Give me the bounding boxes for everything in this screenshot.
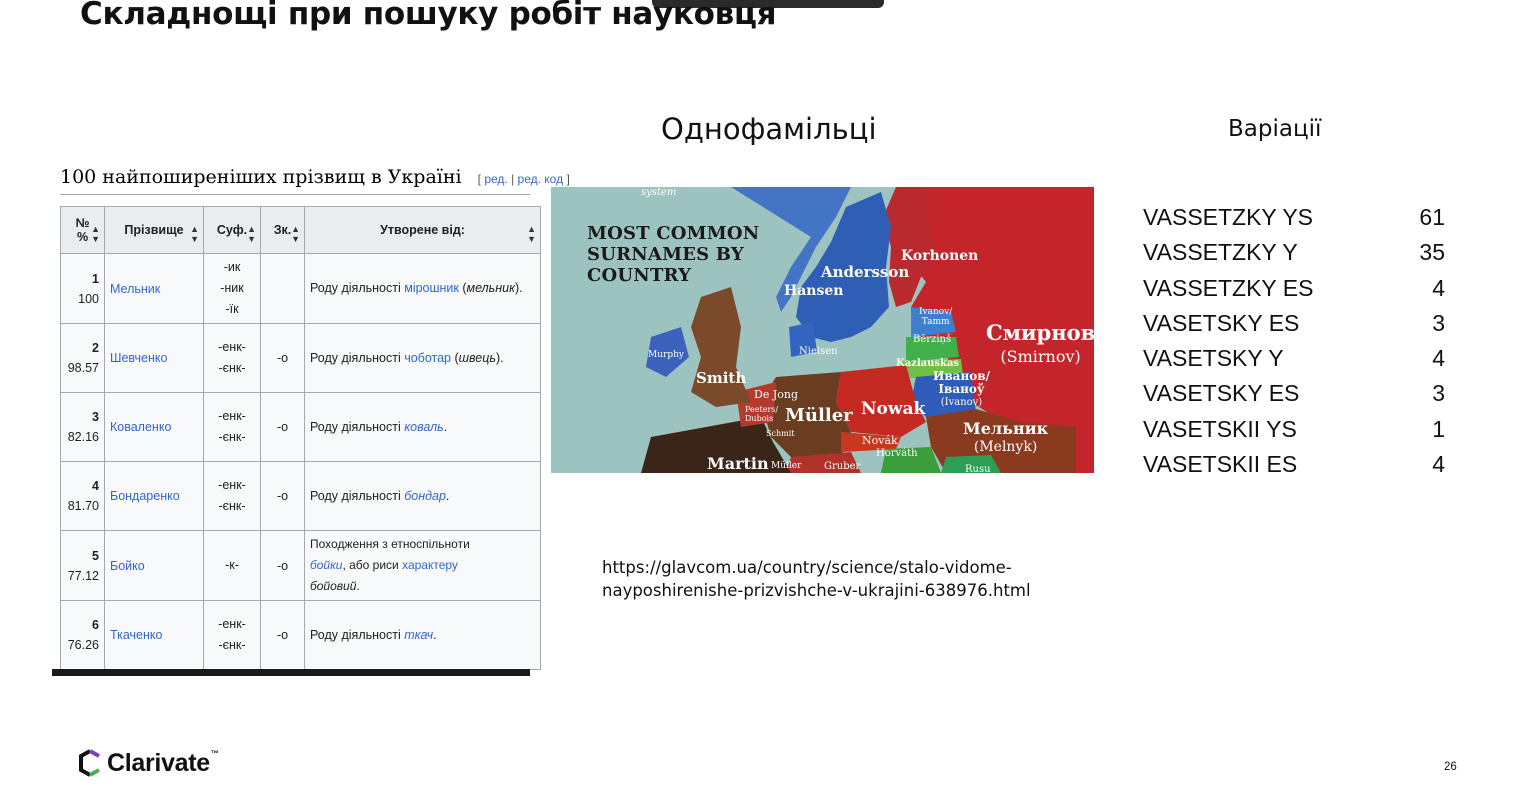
map-title-line: MOST COMMON [587, 223, 760, 244]
rank-cell [61, 324, 105, 393]
origin-text: , або риси [342, 558, 403, 572]
surname-link[interactable]: Бондаренко [110, 489, 180, 503]
origin-link[interactable]: ткач [404, 627, 434, 642]
origin-text: ). [515, 281, 523, 295]
map-label-line: Іваноў [938, 382, 985, 396]
map-label-line: Dubois [745, 414, 774, 423]
variation-name: VASETSKY Y [1143, 345, 1284, 372]
logo-trademark: ™ [210, 748, 219, 758]
map-label-top: system [641, 187, 677, 198]
suffix-value: -енк- [218, 478, 246, 492]
variation-name: VASETSKII ES [1143, 451, 1298, 478]
rank-percent: 100 [78, 291, 99, 306]
map-label-rusu: Rusu [965, 464, 991, 475]
rank-cell [61, 393, 105, 462]
rank-number: 6 [92, 618, 99, 632]
column-header-origin[interactable] [305, 207, 541, 254]
variation-count: 4 [1432, 451, 1445, 478]
origin-link[interactable]: коваль [404, 419, 444, 434]
origin-text: . [443, 419, 448, 434]
column-header-rank[interactable] [61, 207, 105, 254]
variation-count: 61 [1419, 204, 1445, 230]
map-label-nowak: Nowak [861, 399, 926, 419]
column-header-surname[interactable] [105, 207, 204, 254]
origin-link[interactable]: характеру [402, 558, 458, 572]
origin-cell [305, 254, 541, 324]
origin-italic: мельник [466, 281, 515, 295]
map-label-schmit: Schmit [766, 429, 795, 438]
variation-name: VASSETZKY YS [1143, 204, 1314, 230]
wiki-edit-link[interactable]: ред. [484, 172, 508, 186]
table-row [61, 324, 541, 393]
suffix-value: -енк- [218, 340, 246, 354]
wiki-surnames-section [52, 166, 570, 676]
variation-name: VASETSKII YS [1143, 415, 1297, 442]
list-item [1143, 239, 1453, 274]
surname-link[interactable]: Ткаченко [110, 628, 163, 642]
wiki-edit-code-link[interactable]: ред. код [517, 172, 564, 186]
surname-cell [105, 462, 204, 531]
rank-percent: 82.16 [67, 430, 99, 444]
origin-link[interactable]: мірошник [404, 281, 459, 295]
variation-name: VASSETZKY Y [1143, 239, 1298, 266]
rank-number: 2 [92, 341, 99, 355]
rank-number: 4 [92, 479, 99, 493]
surname-link[interactable]: Бойко [110, 558, 145, 573]
table-row [61, 393, 541, 462]
suffix-cell [204, 462, 261, 531]
map-label-murphy: Murphy [648, 350, 684, 360]
map-label-nielsen: Nielsen [799, 346, 838, 357]
wiki-edit-links: [ ред. | ред. код ] [477, 172, 570, 186]
logo-word: Clarivate [107, 748, 210, 777]
variation-count: 3 [1432, 380, 1445, 407]
variation-count: 4 [1432, 274, 1445, 301]
map-label-line: (Smirnov) [1000, 347, 1081, 366]
origin-text: . [433, 627, 437, 642]
ending-cell: -о [261, 324, 305, 393]
surnames-table [60, 206, 541, 670]
column-header-label: Суф. [216, 223, 248, 237]
column-header-label: Прізвище [124, 223, 184, 237]
surname-link[interactable]: Коваленко [110, 420, 172, 434]
origin-text: Роду діяльності [310, 419, 405, 434]
origin-text: Роду діяльності [310, 627, 405, 642]
map-label-horvath: Horváth [876, 448, 918, 459]
map-label-peeters [745, 405, 778, 423]
variations-heading: Варіації [1228, 116, 1322, 142]
variation-count: 4 [1432, 345, 1445, 372]
list-item [1143, 310, 1453, 345]
origin-cell [305, 531, 541, 601]
map-label-smirnov [986, 321, 1095, 369]
map-label-gruber: Gruber [824, 461, 861, 472]
origin-text: Роду діяльності [310, 488, 405, 503]
map-label-smith: Smith [696, 369, 747, 387]
ending-cell: -о [261, 393, 305, 462]
map-label-line: Мельник [963, 419, 1049, 438]
map-label-muller2: Müller [771, 461, 802, 471]
clarivate-logo-text [107, 749, 219, 778]
list-item [1143, 345, 1453, 380]
list-item [1143, 416, 1453, 451]
list-item [1143, 380, 1453, 415]
map-title-line: COUNTRY [587, 265, 692, 286]
sort-icon: ▲ ▼ [291, 224, 300, 244]
ending-cell: -о [261, 462, 305, 531]
rank-cell [61, 254, 105, 324]
map-label-line: Иванов/ [933, 369, 990, 383]
origin-text: Роду діяльності [310, 281, 405, 295]
map-label-dejong: De Jong [754, 388, 798, 401]
map-label-line: Ivanov/ [919, 307, 953, 317]
slide-title: Складнощі при пошуку робіт науковця [80, 0, 777, 32]
map-label-kazlauskas: Kazlauskas [896, 358, 960, 369]
variation-count: 1 [1432, 415, 1445, 442]
origin-text: ( [458, 281, 467, 295]
origin-text: . [445, 488, 450, 503]
column-header-label: Утворене від: [380, 223, 465, 237]
variation-name: VASETSKY ES [1143, 309, 1300, 336]
origin-text: Роду діяльності [310, 350, 405, 365]
map-label-line: (Melnyk) [973, 439, 1038, 455]
suffix-value: -енк- [218, 617, 246, 631]
rank-number: 3 [92, 410, 99, 424]
suffix-value: -к- [225, 558, 239, 572]
variation-name: VASSETZKY ES [1143, 274, 1314, 301]
clarivate-logo-icon [78, 750, 102, 776]
rank-percent: 81.70 [67, 499, 99, 513]
map-label-novak: Novák [862, 434, 898, 447]
source-url-line: nayposhirenishe-prizvishche-v-ukrajini-638976.html [602, 581, 1031, 600]
origin-link[interactable]: бойки [310, 558, 343, 572]
table-row [61, 254, 541, 324]
suffix-value: -єнк- [218, 361, 246, 375]
namesakes-heading: Однофамільці [661, 112, 877, 146]
origin-text: ). [495, 350, 504, 365]
origin-cell [305, 393, 541, 462]
suffix-value: -єнк- [218, 430, 246, 444]
suffix-value: -енк- [218, 409, 246, 423]
sort-icon: ▲ ▼ [91, 224, 100, 244]
origin-cell [305, 462, 541, 531]
map-label-line: Peeters/ [745, 405, 779, 414]
column-header-ending[interactable] [261, 207, 305, 254]
source-url[interactable] [602, 556, 1031, 602]
origin-text: . [356, 579, 360, 593]
variation-count: 3 [1432, 309, 1445, 336]
rank-percent: 77.12 [67, 568, 99, 583]
surname-cell [105, 254, 204, 324]
rank-number: 1 [92, 271, 99, 286]
suffix-value: -їк [225, 302, 239, 316]
suffix-cell [204, 254, 261, 324]
list-item [1143, 275, 1453, 310]
surname-cell [105, 531, 204, 601]
origin-italic: швець [458, 350, 496, 365]
map-label-muller: Müller [785, 405, 853, 426]
surname-link[interactable]: Мельник [110, 281, 161, 296]
surnames-map [551, 187, 1094, 473]
table-row [61, 462, 541, 531]
ending-cell: -о [261, 601, 305, 670]
wiki-heading [60, 166, 570, 188]
wiki-bottom-bar [52, 669, 530, 676]
rank-cell [61, 601, 105, 670]
suffix-value: -єнк- [218, 499, 246, 513]
suffix-value: -ник [220, 281, 244, 295]
list-item [1143, 451, 1453, 486]
origin-link[interactable]: бондар [404, 488, 446, 503]
origin-link[interactable]: чоботар [404, 350, 452, 365]
map-label-line: Tamm [921, 317, 950, 327]
map-label-line: Смирнов [986, 320, 1096, 345]
suffix-value: -єнк- [218, 638, 246, 652]
list-item [1143, 204, 1453, 239]
table-row [61, 601, 541, 670]
map-label-andersson: Andersson [821, 263, 910, 281]
origin-italic: бойовий [310, 579, 357, 593]
rank-percent: 76.26 [67, 638, 99, 652]
map-label-korhonen: Korhonen [901, 248, 979, 264]
wiki-heading-divider [60, 194, 530, 195]
origin-cell [305, 601, 541, 670]
suffix-cell [204, 393, 261, 462]
sort-icon: ▲ ▼ [190, 224, 199, 244]
sort-icon: ▲ ▼ [527, 224, 536, 244]
table-row [61, 531, 541, 601]
variations-list [1143, 204, 1453, 486]
origin-text: ( [451, 350, 459, 365]
clarivate-logo [78, 748, 219, 778]
ending-cell [261, 254, 305, 324]
map-label-martin: Martin [707, 454, 769, 473]
column-header-label: Зк. [273, 223, 292, 237]
column-header-rank-label: № % [75, 216, 90, 244]
rank-cell [61, 531, 105, 601]
rank-percent: 98.57 [67, 361, 99, 375]
ending-cell: -о [261, 531, 305, 601]
suffix-cell [204, 531, 261, 601]
sort-icon: ▲ ▼ [247, 224, 256, 244]
map-label-ivanov-by [933, 370, 990, 409]
suffix-value: -ик [223, 260, 241, 274]
source-url-line: https://glavcom.ua/country/science/stalo-vidome- [602, 558, 1012, 577]
map-label-berzins: Bērziņš [913, 334, 952, 345]
column-header-suffix[interactable] [204, 207, 261, 254]
rank-cell [61, 462, 105, 531]
map-label-ivanov-tamm [919, 307, 952, 327]
page-number: 26 [1444, 761, 1457, 773]
variation-name: VASETSKY ES [1143, 380, 1300, 407]
surname-cell [105, 324, 204, 393]
map-label-line: (Ivanov) [940, 397, 983, 408]
map-title [587, 223, 759, 286]
map-label-hansen: Hansen [784, 283, 844, 299]
variation-count: 35 [1419, 239, 1445, 266]
rank-number: 5 [92, 548, 99, 563]
surname-cell [105, 393, 204, 462]
surname-link[interactable]: Шевченко [110, 351, 168, 365]
origin-cell [305, 324, 541, 393]
map-title-line: SURNAMES BY [587, 244, 744, 265]
surname-cell [105, 601, 204, 670]
suffix-cell [204, 324, 261, 393]
suffix-cell [204, 601, 261, 670]
wiki-heading-text: 100 найпоширеніших прізвищ в Україні [60, 166, 462, 188]
map-label-melnyk [963, 420, 1048, 456]
origin-text: Походження з етноспільноти [310, 537, 470, 551]
